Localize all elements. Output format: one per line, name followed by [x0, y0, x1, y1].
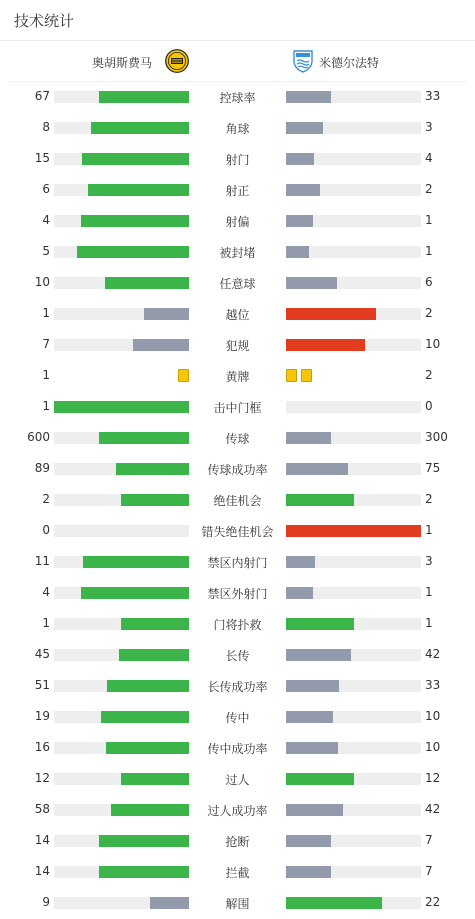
home-bar-track: [54, 711, 189, 723]
home-bar-track: [54, 587, 189, 599]
yellow-card-icon: [301, 369, 312, 382]
away-value: 1: [425, 244, 433, 258]
away-bar-fill: [286, 742, 338, 754]
home-value: 14: [34, 833, 50, 847]
home-bar-fill: [88, 184, 189, 196]
away-bar-track: [286, 711, 421, 723]
away-bar-track: [286, 463, 421, 475]
home-bar-track: [54, 680, 189, 692]
away-team-logo-icon: [292, 49, 314, 73]
home-value: 67: [34, 89, 50, 103]
away-value: 300: [425, 430, 448, 444]
stat-row: [0, 640, 475, 671]
away-bar-fill: [286, 680, 339, 692]
home-bar-fill: [101, 711, 189, 723]
home-bar-track: [54, 897, 189, 909]
stat-row: [0, 733, 475, 764]
away-bar-track: [286, 184, 421, 196]
stat-row: [0, 392, 475, 423]
home-value: 1: [42, 306, 50, 320]
home-bar-track: [54, 339, 189, 351]
stat-label: 过人成功率: [207, 804, 268, 818]
home-bar-track: [54, 618, 189, 630]
stat-row: [0, 578, 475, 609]
stat-label: 拦截: [225, 866, 250, 880]
stat-row: [0, 826, 475, 857]
home-bar-track: [54, 215, 189, 227]
away-bar-fill: [286, 587, 313, 599]
home-bar-track: [54, 494, 189, 506]
away-value: 3: [425, 120, 433, 134]
home-bar-fill: [116, 463, 189, 475]
home-bar-track: [54, 153, 189, 165]
away-value: 22: [425, 895, 441, 909]
home-value: 1: [42, 616, 50, 630]
away-bar-fill: [286, 463, 348, 475]
home-value: 10: [34, 275, 50, 289]
home-value: 1: [42, 399, 50, 413]
home-bar-fill: [99, 835, 189, 847]
away-value: 10: [425, 337, 441, 351]
stat-row: [0, 516, 475, 547]
stat-label: 过人: [225, 773, 250, 787]
away-bar-track: [286, 587, 421, 599]
away-value: 2: [425, 492, 433, 506]
home-value: 7: [42, 337, 50, 351]
away-bar-track: [286, 618, 421, 630]
stat-row: [0, 330, 475, 361]
away-bar-fill: [286, 773, 354, 785]
home-bar-fill: [106, 742, 189, 754]
away-bar-track: [286, 494, 421, 506]
away-value: 42: [425, 802, 441, 816]
away-bar-fill: [286, 649, 351, 661]
away-value: 3: [425, 554, 433, 568]
away-bar-track: [286, 153, 421, 165]
home-value: 12: [34, 771, 50, 785]
page-title: 技术统计: [14, 12, 75, 30]
home-bar-fill: [77, 246, 189, 258]
stat-row: [0, 144, 475, 175]
home-bar-track: [54, 835, 189, 847]
stat-row: [0, 361, 475, 392]
stats-header: [0, 0, 475, 40]
home-bar-fill: [121, 494, 189, 506]
away-value: 4: [425, 151, 433, 165]
away-value: 2: [425, 182, 433, 196]
stat-label: 解围: [225, 897, 250, 911]
away-bar-track: [286, 804, 421, 816]
home-team-name: 奥胡斯费马: [91, 56, 152, 70]
away-bar-track: [286, 525, 421, 537]
stat-row: [0, 485, 475, 516]
away-bar-track: [286, 680, 421, 692]
home-bar-track: [54, 525, 189, 537]
yellow-card-icon: [178, 369, 189, 382]
away-bar-fill: [286, 835, 331, 847]
away-bar-track: [286, 91, 421, 103]
stat-row: [0, 857, 475, 888]
away-bar-track: [286, 277, 421, 289]
stat-label: 击中门框: [213, 401, 262, 415]
stat-label: 传中成功率: [207, 742, 268, 756]
away-bar-track: [286, 649, 421, 661]
home-value: 9: [42, 895, 50, 909]
away-bar-fill: [286, 215, 313, 227]
home-value: 6: [42, 182, 50, 196]
home-bar-fill: [144, 308, 189, 320]
away-bar-fill: [286, 494, 354, 506]
away-bar-fill: [286, 525, 421, 537]
home-bar-track: [54, 804, 189, 816]
away-bar-track: [286, 897, 421, 909]
home-bar-track: [54, 742, 189, 754]
away-bar-track: [286, 308, 421, 320]
yellow-card-icon: [286, 369, 297, 382]
home-bar-fill: [107, 680, 189, 692]
home-bar-track: [54, 773, 189, 785]
home-bar-fill: [119, 649, 189, 661]
away-bar-track: [286, 866, 421, 878]
home-value: 8: [42, 120, 50, 134]
home-value: 45: [34, 647, 50, 661]
home-bar-track: [54, 308, 189, 320]
stat-label: 射正: [225, 184, 250, 198]
home-bar-fill: [54, 401, 189, 413]
stat-label: 长传成功率: [207, 680, 268, 694]
away-value: 10: [425, 709, 441, 723]
home-bar-track: [54, 432, 189, 444]
home-yellow-cards: [174, 369, 189, 382]
stat-row: [0, 702, 475, 733]
home-bar-fill: [105, 277, 189, 289]
home-bar-fill: [82, 153, 189, 165]
stat-row: [0, 609, 475, 640]
home-value: 2: [42, 492, 50, 506]
away-yellow-cards: [286, 369, 316, 382]
away-value: 7: [425, 833, 433, 847]
stat-label: 犯规: [225, 339, 250, 353]
stat-row: [0, 268, 475, 299]
away-bar-track: [286, 122, 421, 134]
away-bar-fill: [286, 122, 323, 134]
home-bar-fill: [121, 773, 189, 785]
home-bar-fill: [99, 91, 189, 103]
home-bar-fill: [81, 587, 189, 599]
stat-row: [0, 82, 475, 113]
away-value: 0: [425, 399, 433, 413]
home-value: 1: [42, 368, 50, 382]
away-value: 33: [425, 678, 441, 692]
stat-label: 禁区外射门: [207, 587, 268, 601]
away-bar-track: [286, 835, 421, 847]
home-bar-fill: [121, 618, 189, 630]
stat-row: [0, 206, 475, 237]
home-value: 14: [34, 864, 50, 878]
home-bar-track: [54, 401, 189, 413]
away-value: 75: [425, 461, 441, 475]
stat-row: [0, 795, 475, 826]
away-bar-fill: [286, 804, 343, 816]
stat-row: [0, 237, 475, 268]
stat-row: [0, 423, 475, 454]
home-value: 58: [34, 802, 50, 816]
away-value: 2: [425, 368, 433, 382]
away-bar-track: [286, 246, 421, 258]
home-bar-fill: [111, 804, 189, 816]
stat-label: 被封堵: [219, 246, 256, 260]
stat-row: [0, 299, 475, 330]
home-value: 5: [42, 244, 50, 258]
home-value: 0: [42, 523, 50, 537]
home-value: 51: [34, 678, 50, 692]
stat-label: 传中: [225, 711, 250, 725]
home-value: 89: [34, 461, 50, 475]
away-bar-fill: [286, 711, 333, 723]
home-bar-track: [54, 246, 189, 258]
away-bar-track: [286, 432, 421, 444]
away-bar-track: [286, 401, 421, 413]
home-bar-fill: [150, 897, 189, 909]
away-bar-fill: [286, 339, 365, 351]
away-bar-fill: [286, 866, 331, 878]
home-bar-track: [54, 649, 189, 661]
away-bar-fill: [286, 91, 331, 103]
away-value: 42: [425, 647, 441, 661]
stat-label: 错失绝佳机会: [201, 525, 274, 539]
away-value: 10: [425, 740, 441, 754]
home-bar-fill: [83, 556, 189, 568]
away-value: 1: [425, 213, 433, 227]
stat-label: 禁区内射门: [207, 556, 268, 570]
away-value: 6: [425, 275, 433, 289]
away-bar-fill: [286, 308, 376, 320]
away-bar-fill: [286, 618, 354, 630]
away-bar-track: [286, 773, 421, 785]
away-value: 1: [425, 585, 433, 599]
home-value: 4: [42, 585, 50, 599]
stat-row: [0, 547, 475, 578]
away-bar-track: [286, 742, 421, 754]
stat-label: 传球: [225, 432, 250, 446]
stat-row: [0, 175, 475, 206]
home-bar-fill: [91, 122, 189, 134]
home-bar-track: [54, 556, 189, 568]
home-bar-fill: [133, 339, 189, 351]
home-bar-track: [54, 463, 189, 475]
home-bar-track: [54, 866, 189, 878]
home-bar-track: [54, 184, 189, 196]
stat-label: 射门: [225, 153, 250, 167]
away-value: 33: [425, 89, 441, 103]
home-team-logo-icon: [165, 49, 189, 73]
stat-row: [0, 454, 475, 485]
stat-row: [0, 888, 475, 919]
away-bar-track: [286, 339, 421, 351]
stat-label: 门将扑救: [213, 618, 262, 632]
home-value: 600: [27, 430, 50, 444]
home-bar-track: [54, 122, 189, 134]
away-bar-fill: [286, 556, 315, 568]
away-team-name: 米德尔法特: [319, 56, 380, 70]
home-value: 16: [34, 740, 50, 754]
away-value: 1: [425, 523, 433, 537]
away-bar-track: [286, 215, 421, 227]
stat-label: 抢断: [225, 835, 250, 849]
away-bar-fill: [286, 246, 309, 258]
home-bar-fill: [81, 215, 189, 227]
away-bar-fill: [286, 897, 382, 909]
teams-row: [8, 41, 466, 81]
away-value: 12: [425, 771, 441, 785]
stat-label: 角球: [225, 122, 250, 136]
home-value: 4: [42, 213, 50, 227]
stat-row: [0, 671, 475, 702]
away-bar-fill: [286, 153, 314, 165]
away-bar-fill: [286, 277, 337, 289]
home-value: 19: [34, 709, 50, 723]
home-bar-track: [54, 91, 189, 103]
home-bar-fill: [99, 866, 189, 878]
away-bar-fill: [286, 184, 320, 196]
stats-list: [0, 82, 475, 919]
stat-label: 越位: [225, 308, 250, 322]
stat-label: 传球成功率: [207, 463, 268, 477]
stat-row: [0, 113, 475, 144]
stat-label: 控球率: [219, 91, 256, 105]
away-value: 7: [425, 864, 433, 878]
away-bar-fill: [286, 432, 331, 444]
home-value: 15: [34, 151, 50, 165]
stat-label: 绝佳机会: [213, 494, 262, 508]
away-bar-track: [286, 556, 421, 568]
home-value: 11: [34, 554, 50, 568]
stat-row: [0, 764, 475, 795]
away-value: 2: [425, 306, 433, 320]
home-bar-track: [54, 277, 189, 289]
stat-label: 任意球: [219, 277, 256, 291]
stat-label: 射偏: [225, 215, 250, 229]
home-bar-fill: [99, 432, 189, 444]
stat-label: 长传: [225, 649, 250, 663]
stat-label: 黄牌: [225, 370, 250, 384]
away-value: 1: [425, 616, 433, 630]
